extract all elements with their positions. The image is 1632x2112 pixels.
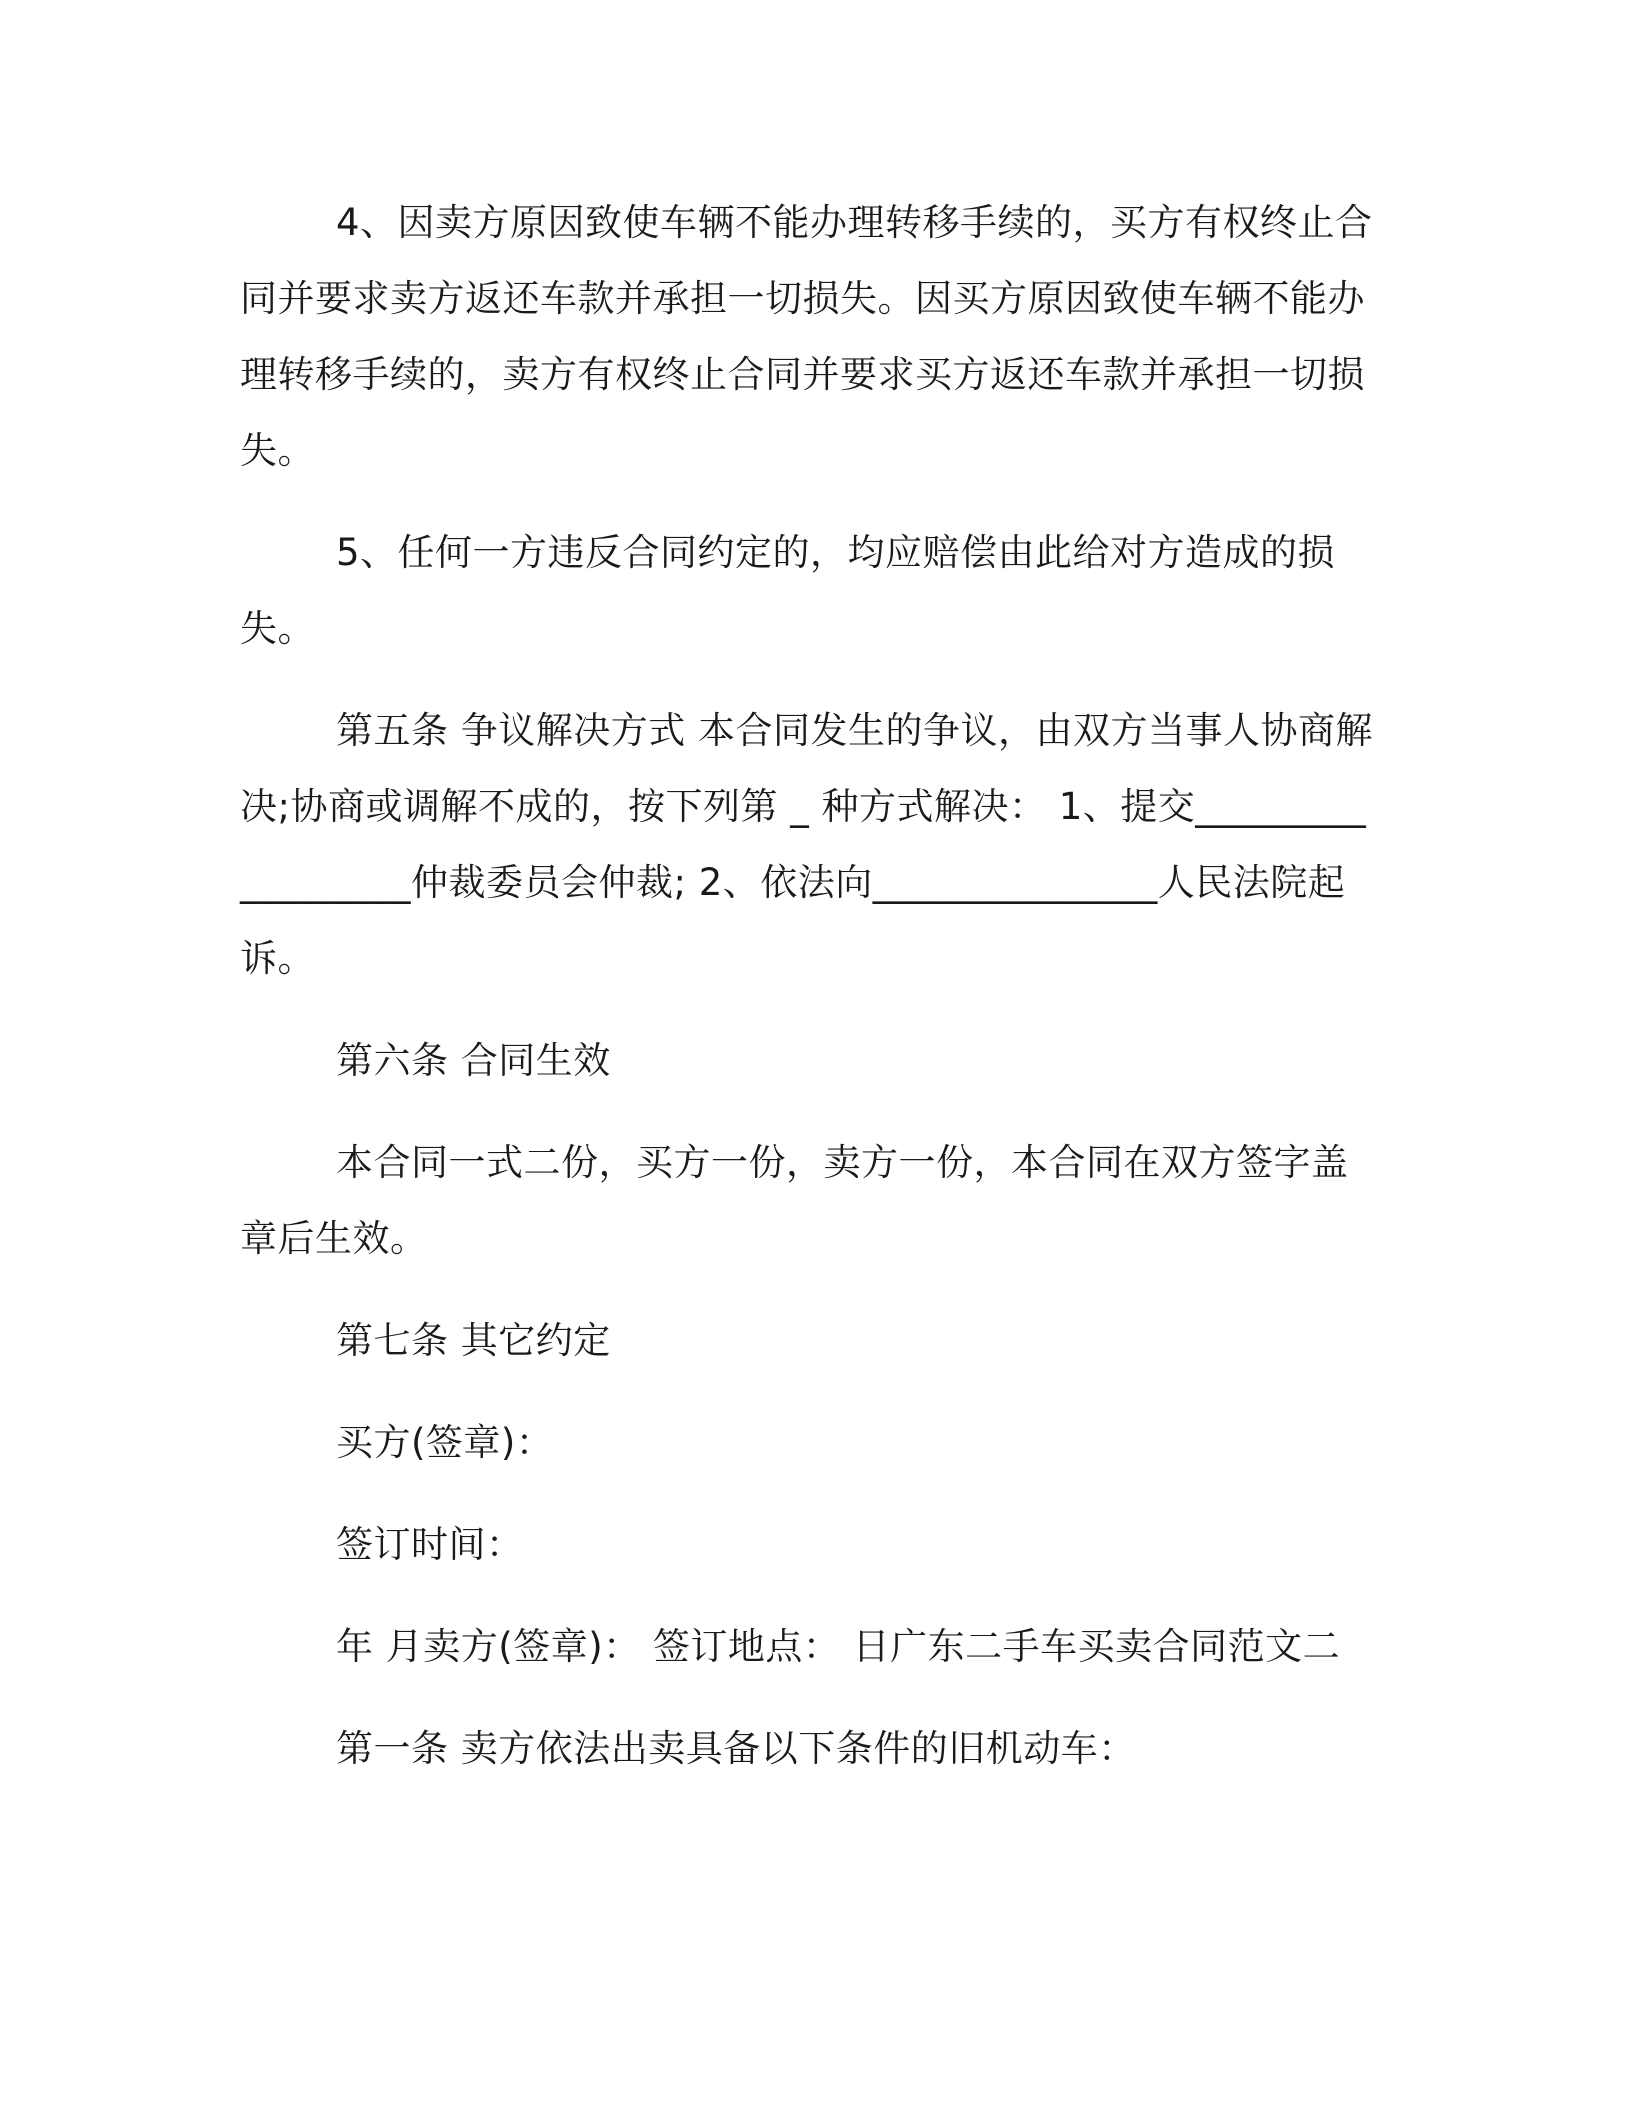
- paragraph-clause-5: 5、任何一方违反合同约定的，均应赔偿由此给对方造成的损失。: [240, 531, 1336, 650]
- paragraph-article-1: 第一条 卖方依法出卖具备以下条件的旧机动车：: [336, 1727, 1136, 1770]
- paragraph-clause-4: 4、因卖方原因致使车辆不能办理转移手续的，买方有权终止合同并要求卖方返还车款并承担一切损失。因买方原因致使车辆不能办理转移手续的，卖方有权终止合同并要求买方返还车款并承担一切损失。: [240, 201, 1373, 472]
- paragraph-article-5-dispute: 第五条 争议解决方式 本合同发生的争议，由双方当事人协商解决;协商或调解不成的，按下列第 _ 种方式解决： 1、提交__________________仲裁委员会仲裁; 2、依法向_______________人民法院起诉。: [240, 709, 1374, 980]
- paragraph-effectiveness: 本合同一式二份，买方一份，卖方一份，本合同在双方签字盖章后生效。: [240, 1141, 1349, 1260]
- heading-article-6: 第六条 合同生效: [336, 1039, 611, 1082]
- seller-signature-line: 年 月卖方(签章)： 签订地点： 日广东二手车买卖合同范文二: [336, 1625, 1341, 1668]
- document-page: [240, 185, 1376, 1813]
- buyer-signature-line: 买方(签章)：: [336, 1421, 554, 1464]
- signing-time-line: 签订时间：: [336, 1523, 524, 1566]
- heading-article-7: 第七条 其它约定: [336, 1319, 611, 1362]
